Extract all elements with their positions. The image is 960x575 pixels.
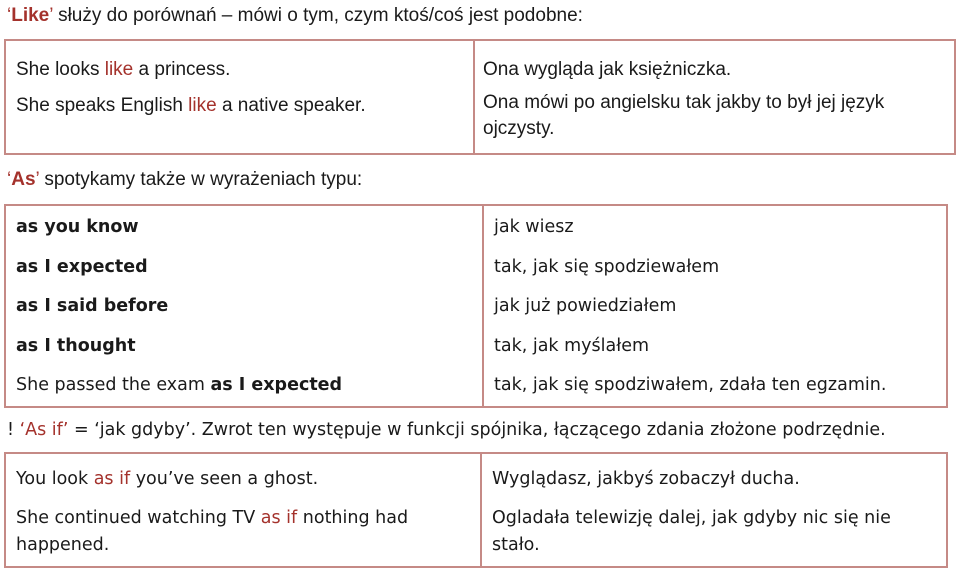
keyword-like: like [188,95,217,116]
as-expressions-table [4,204,948,408]
as-if-heading: ! ‘As if’ = ‘jak gdyby’. Zwrot ten występuje w funkcji spójnika, łączącego zdania złożone podrzędnie. [7,420,886,440]
polish-column [483,205,947,407]
english-column [5,205,483,407]
example-sentence: She speaks English like a native speaker. [16,95,366,116]
expression: as I thought [16,335,136,356]
example-sentence: She continued watching TV as if nothing had happened. [16,508,409,555]
quote-close: ’ [49,5,53,26]
heading-text: służy do porównań – mówi o tym, czym ktoś/coś jest podobne: [52,5,583,26]
example-sentence: You look as if you’ve seen a ghost. [16,469,319,489]
polish-column [481,453,947,567]
exclamation-mark: ! [7,420,20,440]
expression: as I expected [16,256,148,277]
expression: as you know [16,217,139,237]
translation: Ogladała telewizję dalej, jak gdyby nic się nie stało. [492,508,891,555]
translation: tak, jak myślałem [494,335,650,356]
polish-column [474,40,955,154]
example-sentence: She looks like a princess. [16,59,231,80]
keyword-as-if: as if [93,469,131,489]
like-examples-table [4,39,956,155]
translation: Ona wygląda jak księżniczka. [483,59,732,80]
translation: Wyglądasz, jakbyś zobaczył ducha. [492,469,800,489]
as-if-examples-table [4,452,948,568]
translation: tak, jak się spodziewałem [494,256,720,277]
keyword-like: like [104,59,134,80]
translation: tak, jak się spodziwałem, zdała ten egzamin. [494,375,887,395]
english-column [5,453,481,567]
like-heading [7,4,583,28]
example-sentence: She passed the exam as I expected [16,375,343,395]
translation: Ona mówi po angielsku tak jakby to był jej język ojczysty. [483,92,885,139]
keyword-as: As [11,169,36,190]
translation: jak wiesz [494,217,574,237]
keyword-like: Like [11,5,50,26]
keyword-as-if: As if [25,420,63,440]
keyword-as-if: as if [260,508,298,528]
quote-open: ‘ [7,5,12,26]
translation: jak już powiedziałem [494,296,677,316]
english-column [5,40,474,154]
expression: as I said before [16,296,169,316]
heading-text: spotykamy także w wyrażeniach typu: [39,169,363,190]
heading-text: . Zwrot ten występuje w funkcji spójnika, łączącego zdania złożone podrzędnie. [190,420,886,440]
as-heading: ‘As’ spotykamy także w wyrażeniach typu: [7,169,363,190]
